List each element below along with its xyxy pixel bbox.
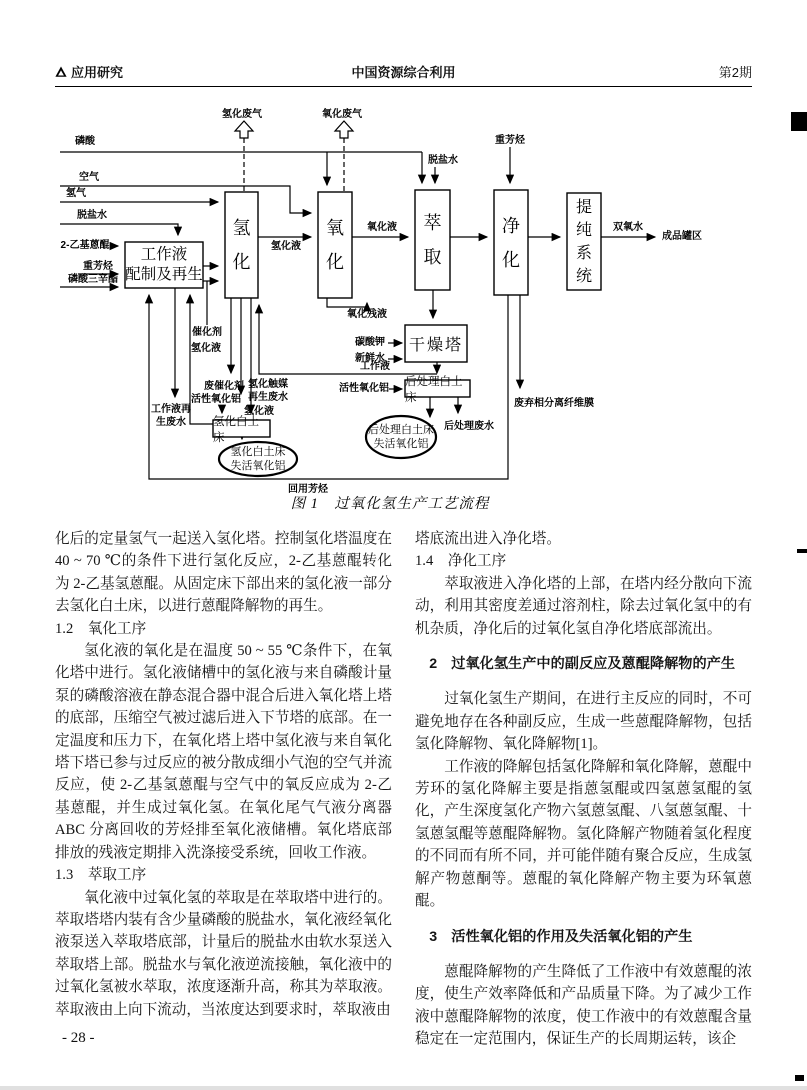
ethyl-anthraquinone-label: 2-乙基蒽醌 [60,240,110,251]
air-label: 空气 [79,172,99,183]
paragraph: 过氧化氢生产期间，在进行主反应的同时，不可避免地存在各种副反应，生成一些蒽醌降解物，包括氢化降解物、氧化降解物[1]。 [415,691,752,753]
subsection-heading: 1.2 氧化工序 [55,620,147,637]
spent-catalyst-label: 废催化剂 [204,381,244,392]
catalyst-regen-wastewater-label: 氢化触媒 再生废水 [248,379,288,403]
post-treatment-wastewater-label: 后处理废水 [444,421,494,432]
page-header [55,60,752,82]
phosphoric-acid-label: 磷酸 [75,136,95,147]
hydrogen-label: 氢气 [66,188,86,199]
vent-symbols [235,121,353,138]
issue-number: 第2期 [718,65,752,80]
activated-alumina-right-label: 活性氧化铝 [339,383,389,394]
refining-system: 提纯系统 [575,198,592,285]
paragraph: 萃取液进入净化塔的上部，在塔内经分散向下流动，利用其密度差通过溶剂柱，除去过氧化氢中的有机杂质，净化后的过氧化氢自净化塔底部流出。 [415,575,752,637]
extraction-tower: 萃取 [423,213,442,267]
right-column [415,528,752,1051]
hydrogenated-liquid2-label: 氢化液 [191,343,221,354]
post-clay-bed: 后处理白土床 [405,375,463,404]
section-heading: 2 过氧化氢生产中的副反应及蒽醌降解物的产生 [429,656,736,673]
trioctyl-phosphate-label: 磷酸三辛酯 [68,274,118,285]
figure-caption: 图 1 过氧化氢生产工艺流程 [290,496,490,512]
left-column [55,528,392,1021]
heavy-aromatics-right-label: 重芳烃 [495,135,525,146]
hydrogenated-liquid-label: 氢化液 [271,241,301,252]
potassium-carbonate-label: 碳酸钾 [355,337,385,348]
subsection-heading: 1.3 萃取工序 [55,867,147,884]
purification-tower: 净化 [502,215,520,270]
paragraph: 氢化液的氧化是在温度 50 ~ 55 ℃条件下，在氧化塔中进行。氢化液储槽中的氢化液与来自磷酸计量泵的磷酸溶液在静态混合器中混合后进入氧化塔上塔的底部，压缩空气被过滤后进入下节塔的底部。在一定温度和压力下，在氧化塔上塔中氢化液与来自氧化塔下塔已参与过反应的被分散成细小气泡的空气并流反应，使 2-乙基氢蒽醌与空气中的氧反应成为 2-乙基蒽醌，并生成过氧化氢。在氧化尾气气液分离器 ABC 分离回收的芳烃排至氧化液储槽。氧化塔底部排放的残液定期排入洗涤接受系统，回收工作液。 [55,643,392,861]
hydrogenation-tower: 氢化 [232,218,251,272]
oxidation-tower: 氧化 [326,218,344,272]
section-heading: 3 活性氧化铝的作用及失活氧化铝的产生 [429,928,693,945]
working-liquid-prep: 工作液 配制及再生 [125,246,203,283]
working-liquid-regen-wastewater-label: 工作液再 生废水 [151,404,191,428]
scan-edge-band [0,1086,807,1090]
page-number: - 28 - [62,1030,95,1046]
hydrogenation-vent-icon [235,121,253,138]
paragraph: 工作液的降解包括氢化降解和氧化降解，蒽醌中芳环的氢化降解主要是指蒽氢醌或四氢蒽氢醌的氢化，产生深度氢化产物六氢蒽氢醌、八氢蒽氢醌、十氢蒽氢醌等蒽醌降解物。氢化降解产物随着氢化程度的不同而有所不同，并可能伴随有聚合反应，生成氢解产物蒽酮等。蒽醌的氧化降解产物主要为环氧蒽醌。 [415,758,752,910]
header-section-label: 应用研究 [71,65,124,80]
header-rule [55,86,752,87]
hydrogen-peroxide-label: 双氧水 [613,222,643,233]
hydro-clay-bed: 氢化白土床 [213,415,259,444]
demin-water-left-label: 脱盐水 [77,210,107,221]
drying-tower: 干燥塔 [408,337,463,354]
journal-title: 中国资源综合利用 [351,65,456,80]
catalyst-label: 催化剂 [192,327,222,338]
oxidation-vent-icon [335,121,353,138]
waste-fiber-membrane-label: 废弃相分离纤维膜 [514,398,594,409]
hydrogenated-liquid3-label: 氢化液 [244,406,274,417]
oxidized-liquid-label: 氧化液 [367,222,397,233]
hydro-bed-waste: 氢化白土床 失活氧化铝 [230,446,286,472]
paragraph: 塔底流出进入净化塔。 [415,531,561,547]
product-tank-area-label: 成品罐区 [662,231,702,242]
oxidation-offgas-label: 氧化废气 [322,109,362,120]
heavy-aromatics-left-label: 重芳烃 [83,261,113,272]
paragraph: 氧化液中过氧化氢的萃取是在萃取塔中进行的。萃取塔塔内装有含少量磷酸的脱盐水，氧化液经氧化液泵送入萃取塔底部，计量后的脱盐水由软水泵送入萃取塔上部。脱盐水与氧化液逆流接触，氧化液中的过氧化氢被水萃取，浓度逐渐升高，称其为萃取液。萃取液由上向下流动，当浓度达到要求时，萃取液由 [55,889,392,1018]
fresh-water-label: 新鲜水 [355,353,385,364]
recycled-aromatics-label: 回用芳烃 [288,484,328,495]
paragraph: 化后的定量氢气一起送入氢化塔。控制氢化塔温度在 40 ~ 70 ℃的条件下进行氢化反应，2-乙基蒽醌转化为 2-乙基氢蒽醌。从固定床下部出来的氢化液一部分去氢化白土床，以进行蒽醌降解物的再生。 [55,531,392,615]
hydrogenation-offgas-label: 氢化废气 [222,109,262,120]
oxidation-residue-label: 氧化残液 [347,309,387,320]
demin-water-right-label: 脱盐水 [428,155,458,166]
activated-alumina-left-label: 活性氧化铝 [191,394,241,405]
subsection-heading: 1.4 净化工序 [415,553,507,570]
print-mark-top-right [791,112,807,131]
print-mark-bottom-right [795,1075,804,1081]
process-flow-figure [0,95,807,527]
paragraph: 蒽醌降解物的产生降低了工作液中有效蒽醌的浓度，使生产效率降低和产品质量下降。为了减少工作液中蒽醌降解物的浓度，使工作液中的有效蒽醌含量稳定在一定范围内，保证生产的长周期运转，该企 [415,963,752,1048]
working-liquid-label: 工作液 [360,361,390,372]
post-bed-waste: 后处理白土床 失活氧化铝 [368,424,434,450]
process-flow-diagram-lines [0,95,807,527]
print-mark-mid-right [797,549,807,553]
